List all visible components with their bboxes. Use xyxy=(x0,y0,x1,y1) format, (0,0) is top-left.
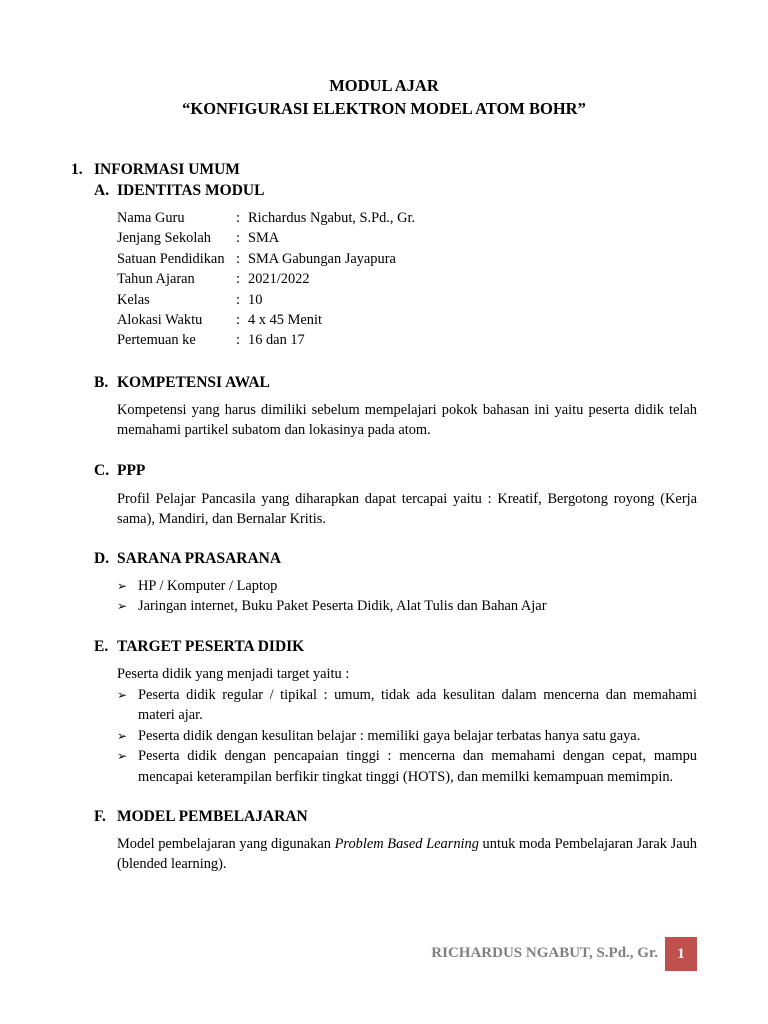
arrow-bullet-icon: ➢ xyxy=(117,749,128,764)
sarana-list xyxy=(117,576,697,617)
subsection-letter: C. xyxy=(94,462,110,479)
identity-row xyxy=(117,208,415,228)
list-item-text: HP / Komputer / Laptop xyxy=(138,578,278,594)
identity-value: SMA xyxy=(248,230,280,247)
list-item xyxy=(117,685,697,726)
footer-author: RICHARDUS NGABUT, S.Pd., Gr. xyxy=(431,945,658,961)
subsection-heading-sarana xyxy=(94,550,281,568)
list-item-text: Peserta didik dengan pencapaian tinggi : mencerna dan memahami dengan cepat, mampu mencapai keterampilan berfikir tingkat tinggi (HOTS), dan memilki kemampuan memimpin. xyxy=(138,748,697,785)
arrow-bullet-icon: ➢ xyxy=(117,579,128,593)
identity-colon: : xyxy=(236,230,240,247)
identity-row xyxy=(117,330,415,350)
identity-key: Jenjang Sekolah xyxy=(117,230,211,247)
identity-key: Pertemuan ke xyxy=(117,332,196,349)
document-title: MODUL AJAR xyxy=(329,76,439,95)
identity-value: 4 x 45 Menit xyxy=(248,312,322,329)
subsection-label: KOMPETENSI AWAL xyxy=(117,374,270,391)
identity-row xyxy=(117,290,415,310)
list-item-text: Peserta didik regular / tipikal : umum, tidak ada kesulitan dalam mencerna dan memahami materi ajar. xyxy=(138,687,697,724)
list-item xyxy=(117,746,697,787)
identity-key: Nama Guru xyxy=(117,210,185,226)
list-item-text: Jaringan internet, Buku Paket Peserta Didik, Alat Tulis dan Bahan Ajar xyxy=(138,598,547,615)
ppp-paragraph: Profil Pelajar Pancasila yang diharapkan dapat tercapai yaitu : Kreatif, Bergotong royong (Kerja sama), Mandiri, dan Bernalar Kritis. xyxy=(117,491,697,528)
section-heading-informasi-umum xyxy=(71,161,240,179)
identity-colon: : xyxy=(236,210,240,226)
model-text-before: Model pembelajaran yang digunakan xyxy=(117,836,335,852)
identity-key: Tahun Ajaran xyxy=(117,271,195,288)
subsection-label: TARGET PESERTA DIDIK xyxy=(117,638,305,655)
subsection-heading-kompetensi xyxy=(94,374,270,392)
subsection-letter: F. xyxy=(94,808,106,825)
subsection-label: MODEL PEMBELAJARAN xyxy=(117,808,308,825)
identity-row xyxy=(117,228,415,248)
list-item xyxy=(117,576,697,596)
section-number: 1. xyxy=(71,161,83,178)
identity-table xyxy=(117,208,415,351)
identity-colon: : xyxy=(236,250,240,267)
identity-row xyxy=(117,269,415,289)
subsection-heading-model xyxy=(94,808,308,826)
target-intro: Peserta didik yang menjadi target yaitu : xyxy=(117,666,350,682)
subsection-letter: A. xyxy=(94,182,110,199)
page-number-badge: 1 xyxy=(665,937,697,971)
identity-colon: : xyxy=(236,332,240,349)
kompetensi-paragraph: Kompetensi yang harus dimiliki sebelum mempelajari pokok bahasan ini yaitu peserta didik telah memahami partikel subatom dan lokasinya pada atom. xyxy=(117,402,697,439)
identity-value: 2021/2022 xyxy=(248,271,310,288)
subsection-heading-target xyxy=(94,638,304,656)
identity-value: SMA Gabungan Jayapura xyxy=(248,250,396,267)
subsection-label: SARANA PRASARANA xyxy=(117,550,282,567)
subsection-heading-ppp xyxy=(94,462,145,480)
target-list xyxy=(117,685,697,787)
list-item xyxy=(117,596,697,616)
section-label: INFORMASI UMUM xyxy=(94,161,240,178)
identity-colon: : xyxy=(236,291,240,308)
identity-value: 16 dan 17 xyxy=(248,332,305,349)
subsection-letter: D. xyxy=(94,550,110,567)
subsection-letter: E. xyxy=(94,638,109,655)
subsection-label: PPP xyxy=(117,462,146,479)
document-subtitle: “KONFIGURASI ELEKTRON MODEL ATOM BOHR” xyxy=(182,99,586,118)
list-item xyxy=(117,726,697,746)
subsection-heading-identitas xyxy=(94,182,264,200)
identity-key: Alokasi Waktu xyxy=(117,312,203,329)
model-method-name: Problem Based Learning xyxy=(334,836,479,852)
arrow-bullet-icon: ➢ xyxy=(117,688,128,702)
arrow-bullet-icon: ➢ xyxy=(117,728,128,743)
model-text-after: untuk moda Pembelajaran Jarak Jauh (blended learning). xyxy=(117,836,697,873)
identity-key: Satuan Pendidikan xyxy=(117,250,225,267)
subsection-letter: B. xyxy=(94,374,109,391)
list-item-text: Peserta didik dengan kesulitan belajar : memiliki gaya belajar terbatas hanya satu gaya. xyxy=(138,727,641,744)
identity-value: Richardus Ngabut, S.Pd., Gr. xyxy=(248,210,416,226)
arrow-bullet-icon: ➢ xyxy=(117,599,128,614)
identity-key: Kelas xyxy=(117,291,150,308)
subsection-label: IDENTITAS MODUL xyxy=(117,182,265,199)
identity-value: 10 xyxy=(248,291,263,308)
identity-colon: : xyxy=(236,312,240,329)
identity-row xyxy=(117,249,415,269)
model-paragraph xyxy=(117,834,697,875)
identity-row xyxy=(117,310,415,330)
identity-colon: : xyxy=(236,271,240,288)
